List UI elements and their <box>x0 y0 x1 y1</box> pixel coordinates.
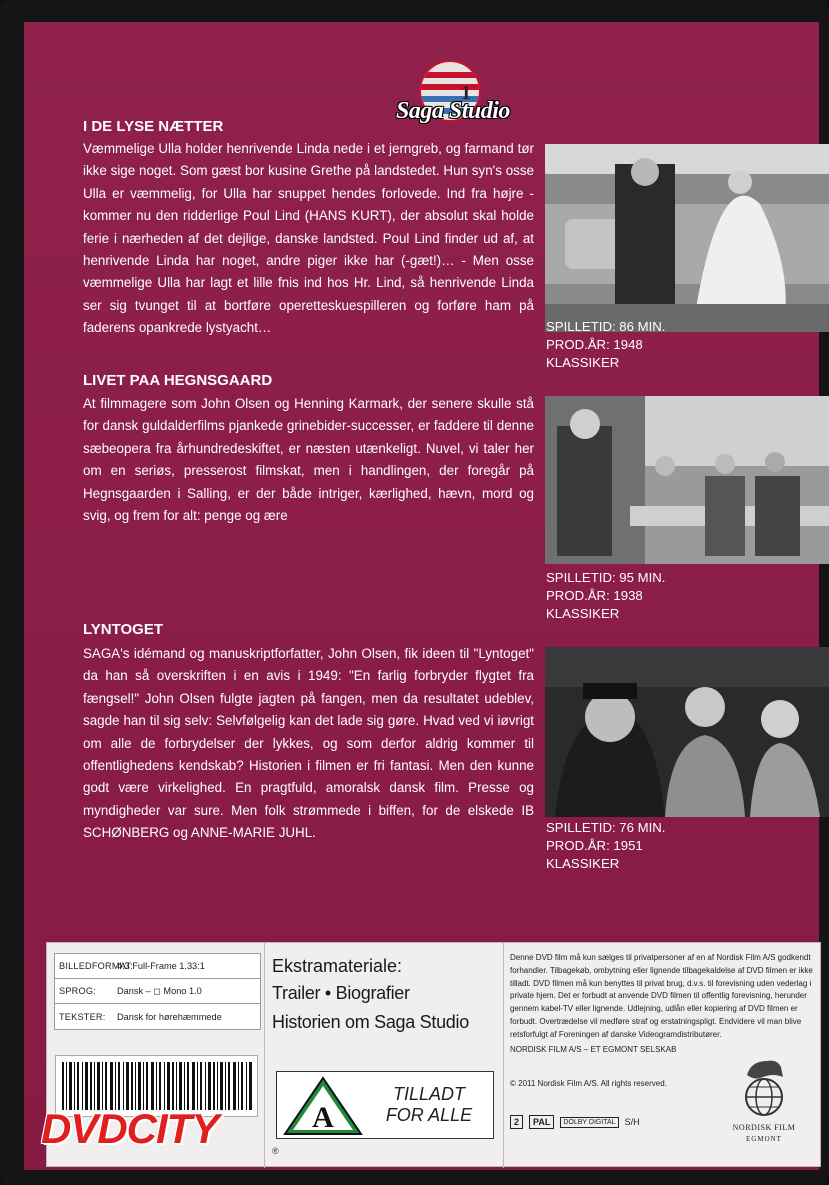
extras-line-1: Trailer • Biografier <box>272 983 410 1003</box>
film-1-prod-aar: PROD.ÅR: 1948 <box>546 337 643 352</box>
rating-text <box>369 1084 489 1126</box>
film-3-prod-aar: PROD.ÅR: 1951 <box>546 838 643 853</box>
logo-number: 1 <box>461 82 471 104</box>
film-2-still-image <box>545 396 829 564</box>
polar-bear-globe-icon <box>729 1047 799 1121</box>
nordisk-film-logo <box>729 1047 799 1147</box>
rating-line-2: FOR ALLE <box>385 1105 473 1125</box>
legal-company: NORDISK FILM A/S – ET EGMONT SELSKAB <box>510 1045 677 1054</box>
copyright-text: © 2011 Nordisk Film A/S. All rights reserved. <box>510 1079 667 1088</box>
film-3-still-image <box>545 647 829 817</box>
film-2-meta <box>546 569 665 623</box>
registered-mark: ® <box>272 1146 279 1156</box>
film-1-description: Væmmelige Ulla holder henrivende Linda nede i et jerngreb, og farmand tør ikke sige noget. Som gæst bor kusine Grethe på landstedet. Hun syn's osse Ulla er væmmelig, for Ulla har snuppet hendes forlovede. Ind fra højre - kommer nu den ridderlige Poul Lind (HANS KURT), der absolut skal holde ferie i nærheden af det dejlige, danske landsted. Poul Lind finder ud af, at henrivende Linda har noget, andre piger ikke har (-gæt!)… - Men osse væmmelige Ulla har lagt et lille fnis ind hos Hr. Lind, så henrivende Linda ser sig tvunget til at bortføre operetteskuespilleren og forføre ham på faderens opankrede lystyacht… <box>83 141 534 336</box>
film-1-still-image <box>545 144 829 332</box>
film-1-title: I DE LYSE NÆTTER <box>83 118 224 135</box>
film-2-title: LIVET PAA HEGNSGAARD <box>83 372 273 389</box>
dvdcity-watermark: DVDCITY <box>41 1105 219 1152</box>
saga-studio-logo <box>389 60 517 132</box>
film-2-spilletid: SPILLETID: 95 MIN. <box>546 570 666 585</box>
nordisk-film-name: NORDISK FILM <box>732 1123 796 1132</box>
barcode-icon <box>62 1062 252 1110</box>
rating-letter: A <box>312 1101 334 1134</box>
film-1-spilletid: SPILLETID: 86 MIN. <box>546 319 666 334</box>
film-2-prod-aar: PROD.ÅR: 1938 <box>546 588 643 603</box>
info-panel <box>41 942 821 1167</box>
spec-label: BILLEDFORMAT: <box>59 961 133 971</box>
nordisk-film-sub: EGMONT <box>746 1135 782 1143</box>
legal-text: Denne DVD film må kun sælges til privatpersoner af en af Nordisk Film A/S godkendt forhandler. Tilbagekøb, ombytning eller lignende tilbagekaldelse af DVD filmen er ikke tilladt. DVD filmen må kun benyttes til privat brug, d.v.s. til forevisning uden vederlag i private hjem. Det er forbudt at anvende DVD filmen til offentlig forevisning, herunder gennem kabel-TV eller lignende. Udlejning, udlån eller kopiering af DVD filmen er forbudt. Overtrædelse vil medføre straf og erstatningspligt. Endvidere vil man blive retsforfulgt af Foreningen af danske Videogramdistributører. <box>510 953 813 1039</box>
panel-divider <box>264 943 265 1168</box>
age-rating-box <box>276 1071 494 1139</box>
panel-divider <box>503 943 504 1168</box>
spec-value: Dansk for hørehæmmede <box>117 1011 222 1022</box>
film-1-meta <box>546 318 665 372</box>
spec-row-subtitles <box>55 1004 260 1029</box>
dolby-digital-icon: DOLBY DIGITAL <box>560 1117 618 1128</box>
extras-title: Ekstramateriale: <box>272 956 403 976</box>
pal-badge: PAL <box>529 1115 554 1129</box>
extras-line-2: Historien om Saga Studio <box>272 1012 469 1032</box>
film-3-spilletid: SPILLETID: 76 MIN. <box>546 820 666 835</box>
spec-row-language <box>55 979 260 1004</box>
rating-line-1: TILLADT <box>392 1084 466 1104</box>
spec-label: TEKSTER: <box>59 1011 106 1022</box>
film-3-title: LYNTOGET <box>83 621 164 638</box>
spec-label: SPROG: <box>59 986 96 996</box>
extras-section <box>272 953 469 1037</box>
logo-text: Saga Studio <box>396 98 510 124</box>
region-badge: 2 <box>510 1115 523 1129</box>
spec-table <box>54 953 261 1030</box>
film-2-description: At filmmagere som John Olsen og Henning Karmark, der senere skulle stå for dansk guldalderfilms pjankede grinebider-successer, er faddere til denne sæbeopera fra århundredeskiftet, er næsten utænkeligt. Nuvel, vi taler her om en seriøs, presserost filmskat, men i handlingen, der foregår på Hegnsgaarden i Salling, er der både intriger, kærlighed, hævn, mord og svig, og frem for alt: penge og ære <box>83 396 534 524</box>
film-1-genre: KLASSIKER <box>546 355 620 370</box>
spec-value: 4:3 Full-Frame 1.33:1 <box>117 961 205 971</box>
color-format: S/H <box>624 1117 640 1127</box>
rating-triangle-icon <box>283 1076 363 1136</box>
film-3-description: SAGA's idémand og manuskriptforfatter, John Olsen, fik ideen til "Lyntoget" da han så overskriften i en avis i 1949: "En farlig forbryder flygtet fra fængsel!" John Olsen fulgte jagten på fangen, men da resultatet udeblev, sagde han til sig selv: Selvfølgelig kan det lade sig gøre. Hvad ved vi iøvrigt om alle de forbrydelser der lykkes, og som derfor aldrig kommer til offentlighedens kendskab? Historien i filmen er fri fantasi. Men den kunne godt være virkelighed. En pragtfuld, amoralsk dansk film. Presse og myndigheder var sure. Men folk strømmede i biffen, for de elskede IB SCHØNBERG og ANNE-MARIE JUHL. <box>83 646 534 841</box>
format-badges <box>510 1115 640 1129</box>
film-2-genre: KLASSIKER <box>546 606 620 621</box>
film-3-genre: KLASSIKER <box>546 856 620 871</box>
film-3-meta <box>546 819 665 873</box>
spec-row-format <box>55 954 260 979</box>
spec-value: Dansk – ◻ Mono 1.0 <box>117 985 202 996</box>
